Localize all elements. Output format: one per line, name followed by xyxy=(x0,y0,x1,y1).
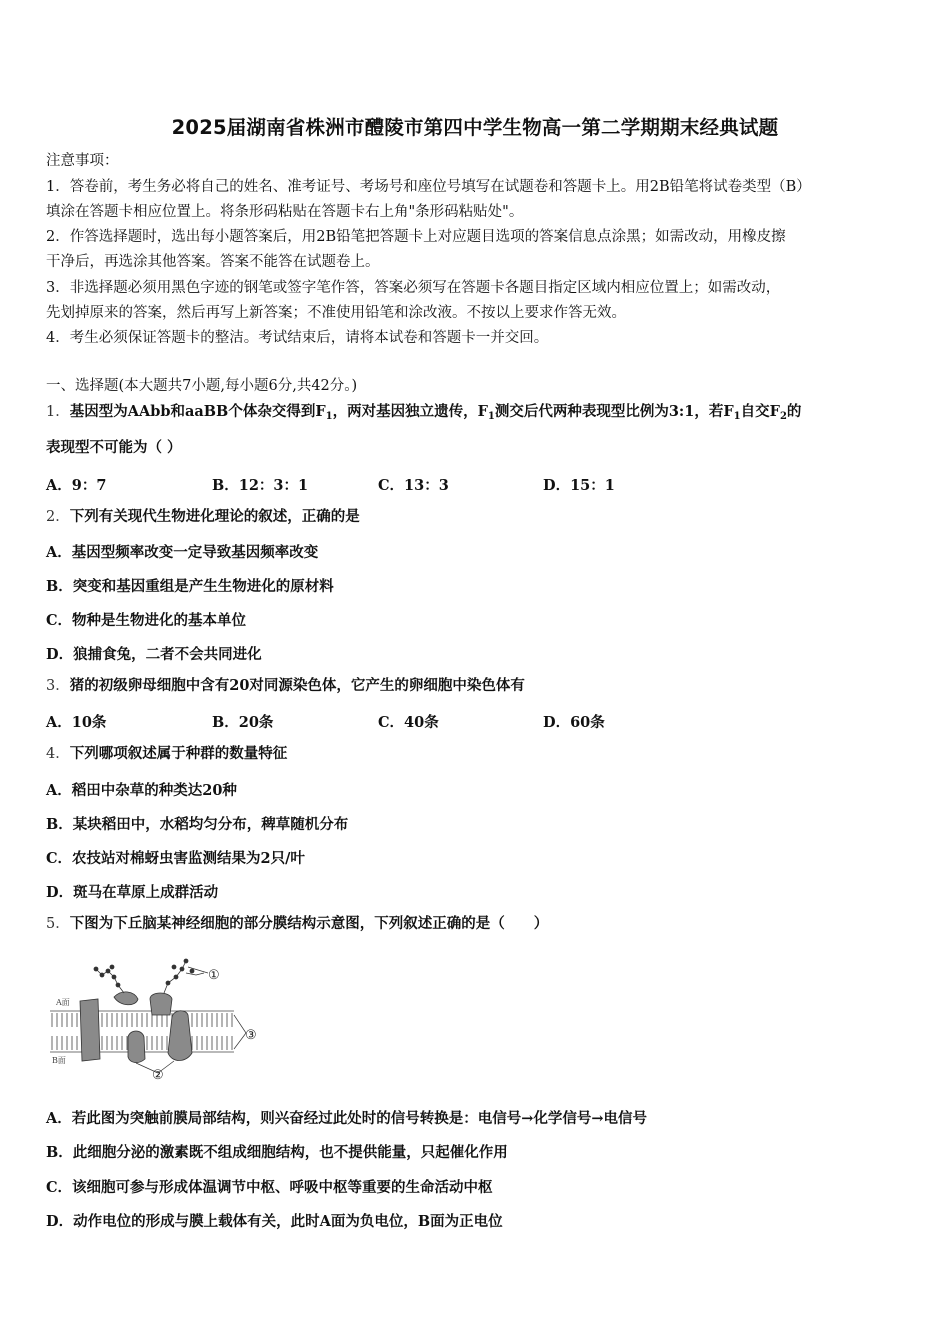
option-a: A．9：7 xyxy=(46,477,107,494)
option-d: D．60条 xyxy=(543,714,605,731)
option-c: C．40条 xyxy=(378,714,439,731)
stem-text: 的 xyxy=(786,403,802,420)
notice-line: 干净后，再选涂其他答案。答案不能答在试题卷上。 xyxy=(46,254,380,270)
question-number: 1． xyxy=(46,404,70,420)
section-heading: 一、选择题(本大题共7小题,每小题6分,共42分。) xyxy=(46,378,358,394)
notice-line: 3．非选择题必须用黑色字迹的钢笔或签字笔作答，答案必须写在答题卡各题目指定区域内相应位置上；如需改动， xyxy=(46,280,781,296)
notice-heading: 注意事项： xyxy=(46,153,119,169)
option-c: C．13：3 xyxy=(378,477,449,494)
question-2-stem xyxy=(46,508,360,526)
stem-text: 下图为下丘脑某神经细胞的部分膜结构示意图，下列叙述正确的是（ ） xyxy=(69,915,549,932)
question-1-stem xyxy=(46,403,801,421)
side-b-label: B面 xyxy=(52,1056,66,1065)
membrane-diagram xyxy=(46,955,271,1085)
question-1-stem-continued: 表现型不可能为（ ） xyxy=(46,439,182,456)
option-b: B．20条 xyxy=(212,714,274,731)
stem-text: 猪的初级卵母细胞中含有20对同源染色体，它产生的卵细胞中染色体有 xyxy=(69,677,525,694)
subscript: 1 xyxy=(487,411,495,422)
stem-text: 自交F xyxy=(740,403,780,420)
membrane-proteins xyxy=(80,992,192,1063)
stem-text: 下列有关现代生物进化理论的叙述，正确的是 xyxy=(69,508,360,525)
question-number: 2． xyxy=(46,509,70,525)
option-b: B．突变和基因重组是产生生物进化的原材料 xyxy=(46,578,334,595)
question-number: 5． xyxy=(46,916,70,932)
notice-line: 4．考生必须保证答题卡的整洁。考试结束后，请将本试卷和答题卡一并交回。 xyxy=(46,330,549,346)
question-4-stem xyxy=(46,745,287,763)
stem-text: 基因型为AAbb和aaBB个体杂交得到F xyxy=(69,403,326,420)
question-number: 3． xyxy=(46,678,70,694)
option-a: A．10条 xyxy=(46,714,107,731)
subscript: 1 xyxy=(733,411,741,422)
notice-line: 1．答卷前，考生务必将自己的姓名、准考证号、考场号和座位号填写在试题卷和答题卡上。用2B铅笔将试卷类型（B） xyxy=(46,179,811,195)
subscript: 2 xyxy=(779,411,787,422)
option-a: A．稻田中杂草的种类达20种 xyxy=(46,782,237,799)
label-1: ① xyxy=(208,968,220,983)
option-d: D．狼捕食兔，二者不会共同进化 xyxy=(46,646,262,663)
option-c: C．该细胞可参与形成体温调节中枢、呼吸中枢等重要的生命活动中枢 xyxy=(46,1179,493,1196)
side-a-label: A面 xyxy=(56,998,70,1007)
question-3-stem xyxy=(46,677,525,695)
option-b: B．12：3：1 xyxy=(212,477,309,494)
option-b: B．某块稻田中，水稻均匀分布，稗草随机分布 xyxy=(46,816,349,833)
notice-line: 先划掉原来的答案，然后再写上新答案；不准使用铅笔和涂改液。不按以上要求作答无效。 xyxy=(46,305,626,321)
option-a: A．基因型频率改变一定导致基因频率改变 xyxy=(46,544,319,561)
label-2: ② xyxy=(152,1068,164,1083)
option-d: D．动作电位的形成与膜上载体有关，此时A面为负电位，B面为正电位 xyxy=(46,1213,503,1230)
notice-line: 填涂在答题卡相应位置上。将条形码粘贴在答题卡右上角"条形码粘贴处"。 xyxy=(46,204,524,220)
question-number: 4． xyxy=(46,746,70,762)
option-d: D．15：1 xyxy=(543,477,615,494)
option-c: C．物种是生物进化的基本单位 xyxy=(46,612,247,629)
glycoprotein-chains xyxy=(94,959,204,993)
option-b: B．此细胞分泌的激素既不组成细胞结构，也不提供能量，只起催化作用 xyxy=(46,1144,508,1161)
stem-text: ，两对基因独立遗传，F xyxy=(332,403,488,420)
notice-line: 2．作答选择题时，选出每小题答案后，用2B铅笔把答题卡上对应题目选项的答案信息点涂黑；如需改动，用橡皮擦 xyxy=(46,229,786,245)
page-title: 2025届湖南省株洲市醴陵市第四中学生物高一第二学期期末经典试题 xyxy=(171,116,779,139)
option-c: C．农技站对棉蚜虫害监测结果为2只/叶 xyxy=(46,850,305,867)
label-lines xyxy=(136,967,246,1073)
question-5-stem xyxy=(46,915,548,933)
subscript: 1 xyxy=(325,411,333,422)
option-a: A．若此图为突触前膜局部结构，则兴奋经过此处时的信号转换是：电信号→化学信号→电信号 xyxy=(46,1110,648,1127)
option-d: D．斑马在草原上成群活动 xyxy=(46,884,219,901)
stem-text: 测交后代两种表现型比例为3:1，若F xyxy=(494,403,734,420)
stem-text: 下列哪项叙述属于种群的数量特征 xyxy=(69,745,288,762)
label-3: ③ xyxy=(245,1028,257,1043)
